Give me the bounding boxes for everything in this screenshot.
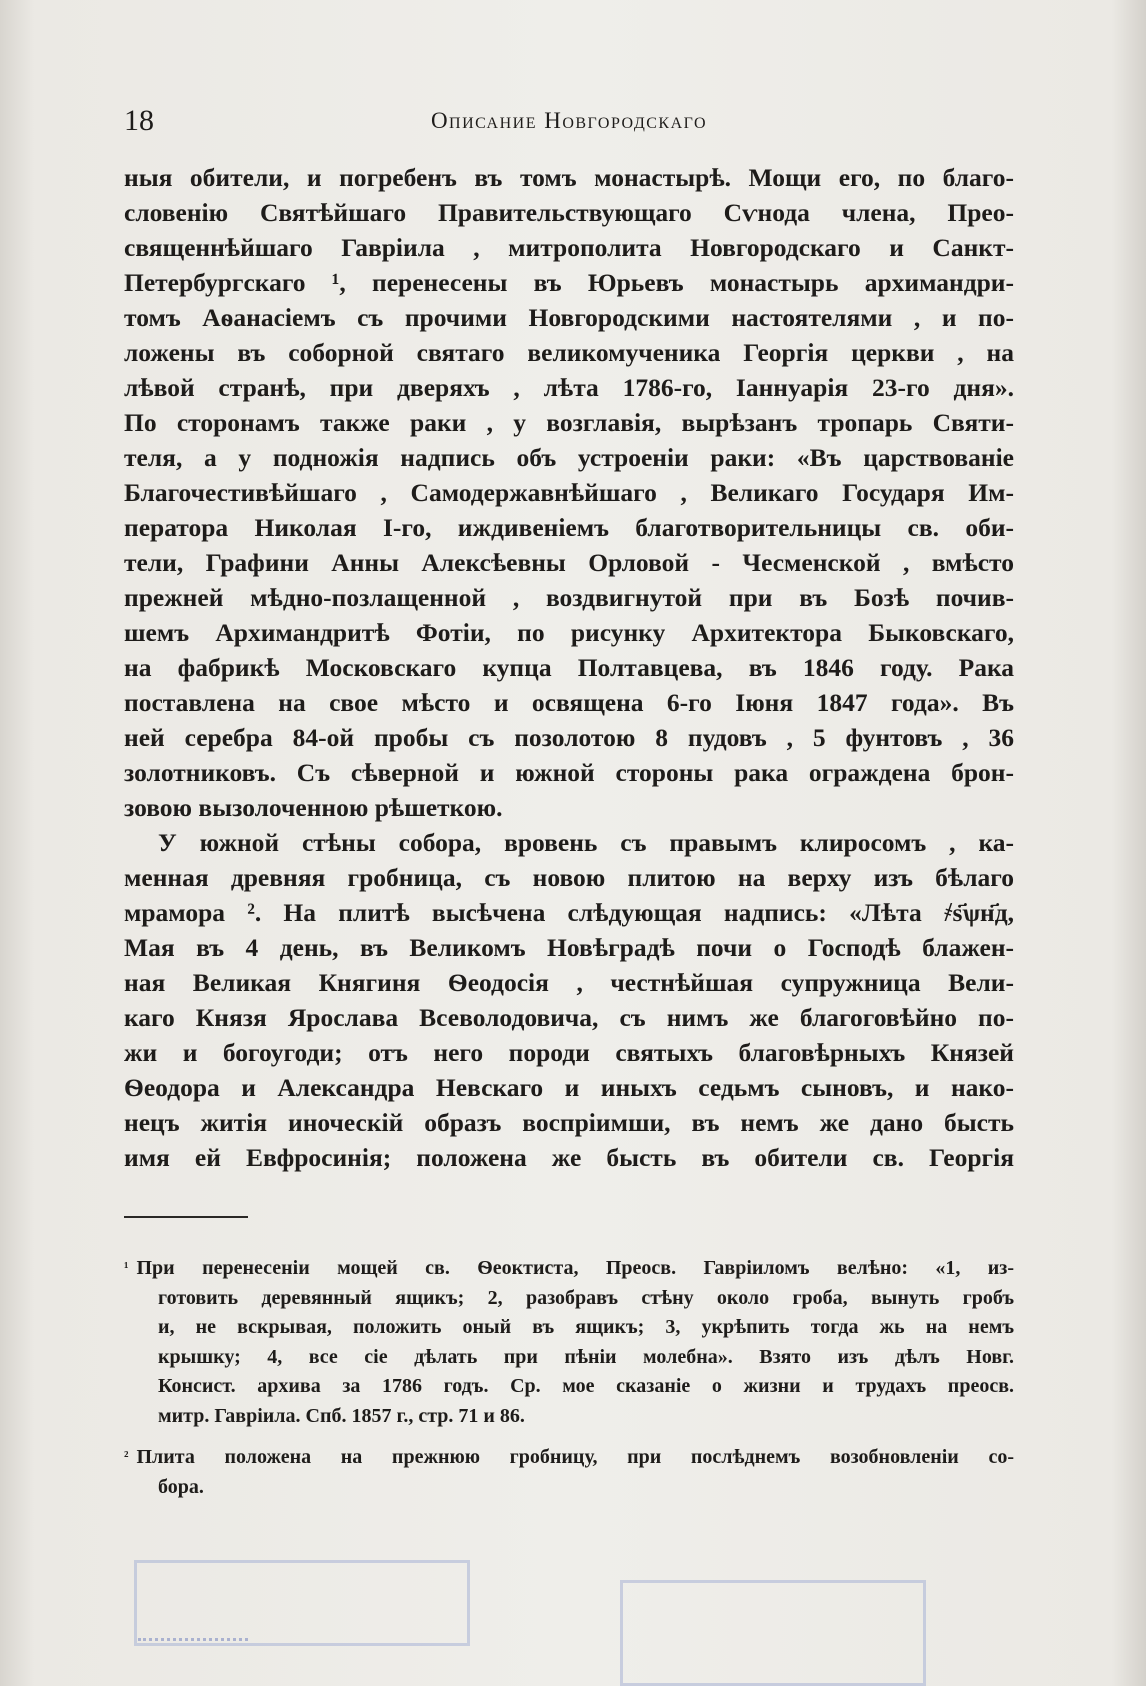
- text-line: шемъ Архимандритѣ Фотіи, по рисунку Архитектора Быковскаго,: [124, 618, 1014, 647]
- text-line: лѣвой странѣ, при дверяхъ , лѣта 1786-го, Іаннуарія 23-го дня».: [124, 373, 1014, 402]
- text-line: ператора Николая I-го, иждивеніемъ благотворительницы св. оби-: [124, 513, 1014, 542]
- text-line: мрамора ². На плитѣ высѣчена слѣдующая надпись: «Лѣта ҂ѕ҃ѱн҃д,: [124, 898, 1014, 927]
- text-line: ныя обители, и погребенъ въ томъ монастырѣ. Мощи его, по благо-: [124, 163, 1014, 192]
- text-line: томъ Аѳанасіемъ съ прочими Новгородскими настоятелями , и по-: [124, 303, 1014, 332]
- footnote-2: [124, 1443, 1014, 1502]
- footnote-text: При перенесеніи мощей св. Ѳеоктиста, Преосв. Гавріиломъ велѣно: «1, из-: [136, 1257, 1014, 1279]
- text-line: золотниковъ. Съ сѣверной и южной стороны рака ограждена брон-: [124, 758, 1014, 787]
- footnote-text: Плита положена на прежнюю гробницу, при послѣднемъ возобновленіи со-: [136, 1446, 1014, 1468]
- footnote-line: крышку; 4, все сіе дѣлать при пѣніи молебна». Взято изъ дѣлъ Новг.: [158, 1345, 1014, 1368]
- body-text: [124, 160, 1014, 1175]
- text-line: Мая въ 4 день, въ Великомъ Новѣградѣ почи о Господѣ блажен-: [124, 933, 1014, 962]
- text-line: каго Князя Ярослава Всеволодовича, съ нимъ же благоговѣйно по-: [124, 1003, 1014, 1032]
- text-line: нецъ житія иноческій образъ воспріимши, въ немъ же дано бысть: [124, 1108, 1014, 1137]
- page-number: 18: [124, 104, 154, 137]
- text-line: Ѳеодора и Александра Невскаго и иныхъ седьмъ сыновъ, и нако-: [124, 1073, 1014, 1102]
- running-head: [124, 104, 1014, 144]
- footnote-rule: [124, 1216, 248, 1218]
- library-stamp: [620, 1580, 926, 1686]
- footnote-line: [124, 1443, 1014, 1473]
- text-line: на фабрикѣ Московскаго купца Полтавцева, въ 1846 году. Рака: [124, 653, 1014, 682]
- footnote-line: бора.: [158, 1475, 204, 1498]
- stamp-scribble: [138, 1618, 248, 1641]
- footnote-mark: ¹: [124, 1260, 129, 1276]
- text-line: жи и богоугоди; отъ него породи святыхъ благовѣрныхъ Князей: [124, 1038, 1014, 1067]
- footnote-line: [124, 1254, 1014, 1284]
- text-line: По сторонамъ также раки , у возглавія, вырѣзанъ тропарь Святи-: [124, 408, 1014, 437]
- text-line: прежней мѣдно-позлащенной , воздвигнутой при въ Бозѣ почив-: [124, 583, 1014, 612]
- text-line: поставлена на свое мѣсто и освящена 6-го Іюня 1847 года». Въ: [124, 688, 1014, 717]
- text-line: имя ей Евфросинія; положена же бысть въ обители св. Георгія: [124, 1143, 1014, 1172]
- text-line: Благочестивѣйшаго , Самодержавнѣйшаго , Великаго Государя Им-: [124, 478, 1014, 507]
- text-line: теля, а у подножія надпись объ устроеніи раки: «Въ царствованіе: [124, 443, 1014, 472]
- footnote-line: готовить деревянный ящикъ; 2, разобравъ стѣну около гроба, вынуть гробъ: [158, 1286, 1014, 1309]
- footnotes: [124, 1254, 1014, 1514]
- text-line: словенію Святѣйшаго Правительствующаго Сѵнода члена, Прео-: [124, 198, 1014, 227]
- footnote-line: Консист. архива за 1786 годъ. Ср. мое сказаніе о жизни и трудахъ преосв.: [158, 1375, 1014, 1397]
- text-line: ная Великая Княгиня Ѳеодосія , честнѣйшая супружница Вели-: [124, 968, 1014, 997]
- footnote-mark: ²: [124, 1449, 129, 1465]
- text-line: зовою вызолоченною рѣшеткою.: [124, 793, 503, 822]
- text-line: Петербургскаго ¹, перенесены въ Юрьевъ монастырь архимандри-: [124, 268, 1014, 297]
- footnote-1: [124, 1254, 1014, 1431]
- text-line: ложены въ соборной святаго великомученика Георгія церкви , на: [124, 338, 1014, 367]
- running-title: Описание Новгородскаго: [430, 108, 708, 133]
- text-line: У южной стѣны собора, вровень съ правымъ клиросомъ , ка-: [158, 828, 1014, 857]
- footnote-line: и, не вскрывая, положить оный въ ящикъ; 3, укрѣпить тогда жь на немъ: [158, 1316, 1014, 1338]
- footnote-line: митр. Гавріила. Спб. 1857 г., стр. 71 и 86.: [158, 1404, 525, 1427]
- text-line: ней серебра 84-ой пробы съ позолотою 8 пудовъ , 5 фунтовъ , 36: [124, 723, 1014, 752]
- text-line: тели, Графини Анны Алексѣевны Орловой - Чесменской , вмѣсто: [124, 548, 1014, 577]
- text-line: менная древняя гробница, съ новою плитою на верху изъ бѣлаго: [124, 863, 1014, 892]
- text-line: священнѣйшаго Гавріила , митрополита Новгородскаго и Санкт-: [124, 233, 1014, 262]
